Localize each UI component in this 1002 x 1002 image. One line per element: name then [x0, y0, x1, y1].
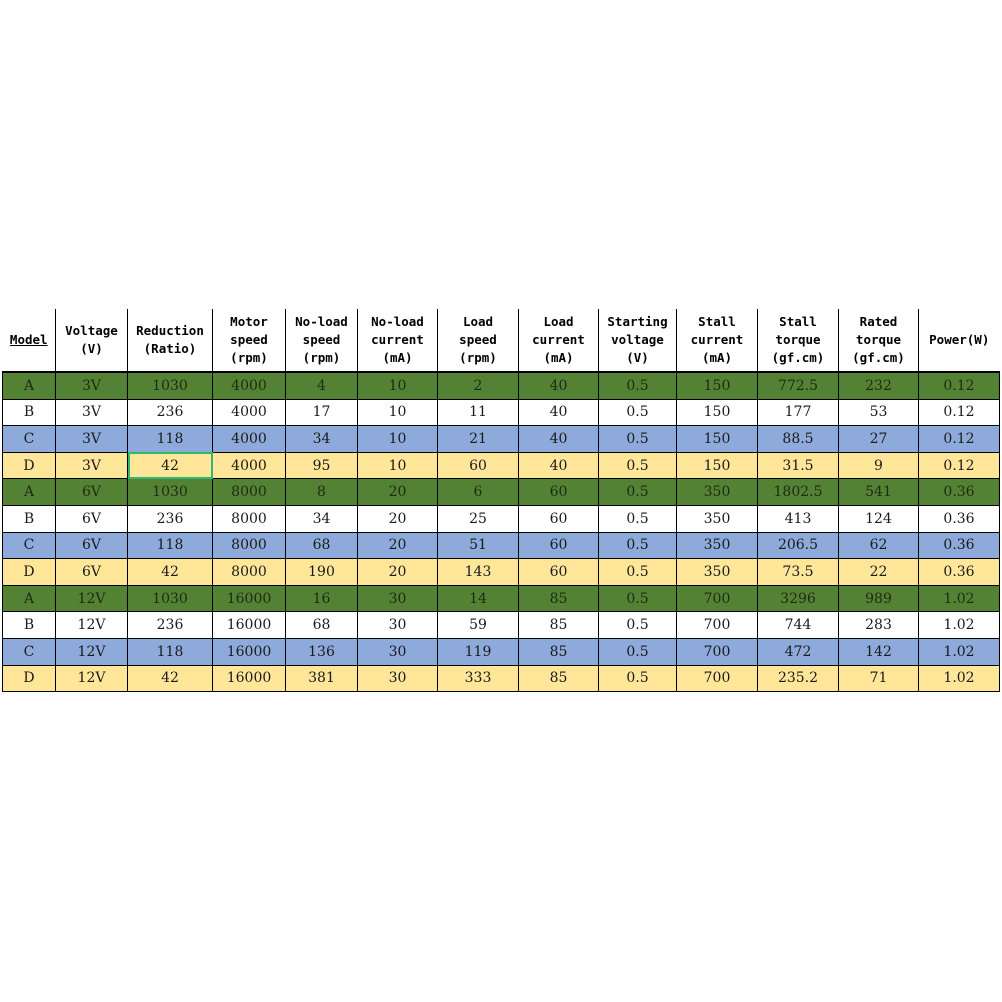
cell-power[interactable]: 0.36: [919, 559, 1000, 586]
header-load-speed[interactable]: [438, 309, 519, 372]
cell-model[interactable]: C: [3, 532, 56, 559]
cell-power[interactable]: 0.12: [919, 452, 1000, 479]
cell-reduction[interactable]: 236: [128, 399, 213, 426]
header-voltage[interactable]: [56, 309, 128, 372]
cell-motor-speed[interactable]: 16000: [213, 612, 286, 639]
cell-voltage[interactable]: 12V: [56, 585, 128, 612]
cell-model[interactable]: D: [3, 665, 56, 692]
header-line: (gf.cm): [852, 350, 905, 365]
table-row: [3, 452, 1000, 479]
cell-rated-torque[interactable]: 232: [839, 372, 919, 399]
cell-load-speed[interactable]: 59: [438, 612, 519, 639]
cell-motor-speed[interactable]: 8000: [213, 532, 286, 559]
cell-reduction[interactable]: 236: [128, 612, 213, 639]
cell-no-load-speed[interactable]: 381: [286, 665, 358, 692]
header-line: (mA): [543, 350, 574, 365]
cell-load-current[interactable]: 40: [519, 452, 599, 479]
table-row: [3, 532, 1000, 559]
cell-power[interactable]: 0.36: [919, 532, 1000, 559]
cell-no-load-current[interactable]: 20: [358, 505, 438, 532]
cell-power[interactable]: 1.02: [919, 612, 1000, 639]
header-power[interactable]: [919, 309, 1000, 372]
cell-stall-torque[interactable]: 73.5: [758, 559, 839, 586]
header-rated-torque[interactable]: [839, 309, 919, 372]
header-line: Load: [543, 314, 574, 329]
cell-rated-torque[interactable]: 53: [839, 399, 919, 426]
cell-reduction[interactable]: 118: [128, 532, 213, 559]
cell-reduction[interactable]: 1030: [128, 585, 213, 612]
cell-model[interactable]: B: [3, 505, 56, 532]
cell-load-speed[interactable]: 333: [438, 665, 519, 692]
header-starting-voltage[interactable]: [599, 309, 677, 372]
table-header: [3, 309, 1000, 372]
header-stall-torque[interactable]: [758, 309, 839, 372]
cell-stall-current[interactable]: 150: [677, 452, 758, 479]
cell-load-current[interactable]: 40: [519, 399, 599, 426]
cell-motor-speed[interactable]: 8000: [213, 479, 286, 506]
cell-no-load-current[interactable]: 20: [358, 559, 438, 586]
cell-stall-torque[interactable]: 31.5: [758, 452, 839, 479]
cell-rated-torque[interactable]: 989: [839, 585, 919, 612]
cell-stall-current[interactable]: 350: [677, 479, 758, 506]
cell-no-load-current[interactable]: 10: [358, 399, 438, 426]
cell-starting-voltage[interactable]: 0.5: [599, 532, 677, 559]
cell-rated-torque[interactable]: 124: [839, 505, 919, 532]
cell-load-speed[interactable]: 119: [438, 638, 519, 665]
cell-reduction[interactable]: 42: [128, 452, 213, 479]
cell-stall-current[interactable]: 350: [677, 532, 758, 559]
header-motor-speed[interactable]: [213, 309, 286, 372]
cell-rated-torque[interactable]: 62: [839, 532, 919, 559]
cell-voltage[interactable]: 12V: [56, 612, 128, 639]
cell-stall-torque[interactable]: 1802.5: [758, 479, 839, 506]
cell-rated-torque[interactable]: 541: [839, 479, 919, 506]
cell-load-current[interactable]: 85: [519, 638, 599, 665]
cell-stall-current[interactable]: 700: [677, 585, 758, 612]
cell-load-speed[interactable]: 51: [438, 532, 519, 559]
cell-starting-voltage[interactable]: 0.5: [599, 612, 677, 639]
cell-voltage[interactable]: 3V: [56, 426, 128, 453]
header-line: Stall: [779, 314, 817, 329]
cell-motor-speed[interactable]: 4000: [213, 426, 286, 453]
cell-motor-speed[interactable]: 16000: [213, 585, 286, 612]
header-line: current: [371, 332, 424, 347]
cell-starting-voltage[interactable]: 0.5: [599, 665, 677, 692]
cell-load-speed[interactable]: 6: [438, 479, 519, 506]
header-line: (gf.cm): [771, 350, 825, 365]
cell-stall-current[interactable]: 150: [677, 399, 758, 426]
cell-voltage[interactable]: 12V: [56, 665, 128, 692]
cell-motor-speed[interactable]: 4000: [213, 452, 286, 479]
cell-model[interactable]: C: [3, 426, 56, 453]
cell-stall-torque[interactable]: 206.5: [758, 532, 839, 559]
table-row: [3, 426, 1000, 453]
cell-no-load-current[interactable]: 30: [358, 665, 438, 692]
cell-load-speed[interactable]: 143: [438, 559, 519, 586]
cell-model[interactable]: A: [3, 372, 56, 399]
cell-load-current[interactable]: 60: [519, 532, 599, 559]
cell-rated-torque[interactable]: 283: [839, 612, 919, 639]
cell-load-speed[interactable]: 2: [438, 372, 519, 399]
cell-reduction[interactable]: 1030: [128, 479, 213, 506]
cell-starting-voltage[interactable]: 0.5: [599, 426, 677, 453]
cell-no-load-current[interactable]: 10: [358, 452, 438, 479]
header-line: Load: [462, 314, 494, 329]
cell-stall-current[interactable]: 700: [677, 665, 758, 692]
header-line: (V): [626, 350, 649, 365]
table-body: [3, 372, 1000, 692]
cell-no-load-current[interactable]: 30: [358, 638, 438, 665]
cell-rated-torque[interactable]: 142: [839, 638, 919, 665]
cell-rated-torque[interactable]: 9: [839, 452, 919, 479]
cell-load-speed[interactable]: 11: [438, 399, 519, 426]
cell-load-current[interactable]: 60: [519, 479, 599, 506]
cell-power[interactable]: 1.02: [919, 638, 1000, 665]
header-line: speed: [230, 332, 268, 347]
cell-reduction[interactable]: 42: [128, 559, 213, 586]
cell-model[interactable]: B: [3, 399, 56, 426]
cell-starting-voltage[interactable]: 0.5: [599, 479, 677, 506]
cell-stall-current[interactable]: 350: [677, 505, 758, 532]
cell-stall-torque[interactable]: 3296: [758, 585, 839, 612]
cell-stall-torque[interactable]: 472: [758, 638, 839, 665]
cell-power[interactable]: 0.36: [919, 479, 1000, 506]
table-row: [3, 638, 1000, 665]
table-row: [3, 665, 1000, 692]
header-line: Motor: [230, 314, 268, 329]
cell-voltage[interactable]: 3V: [56, 399, 128, 426]
table-row: [3, 612, 1000, 639]
cell-model[interactable]: D: [3, 452, 56, 479]
cell-voltage[interactable]: 12V: [56, 638, 128, 665]
cell-motor-speed[interactable]: 16000: [213, 665, 286, 692]
header-line: (rpm): [459, 350, 497, 365]
cell-load-current[interactable]: 40: [519, 372, 599, 399]
cell-model[interactable]: B: [3, 612, 56, 639]
cell-no-load-current[interactable]: 30: [358, 612, 438, 639]
cell-voltage[interactable]: 3V: [56, 372, 128, 399]
cell-no-load-speed[interactable]: 68: [286, 612, 358, 639]
cell-rated-torque[interactable]: 71: [839, 665, 919, 692]
cell-load-current[interactable]: 60: [519, 505, 599, 532]
cell-model[interactable]: C: [3, 638, 56, 665]
cell-no-load-speed[interactable]: 8: [286, 479, 358, 506]
cell-stall-current[interactable]: 150: [677, 372, 758, 399]
cell-no-load-speed[interactable]: 190: [286, 559, 358, 586]
cell-reduction[interactable]: 118: [128, 638, 213, 665]
cell-power[interactable]: 0.12: [919, 372, 1000, 399]
header-line: speed: [459, 332, 497, 347]
cell-motor-speed[interactable]: 4000: [213, 372, 286, 399]
cell-power[interactable]: 0.12: [919, 399, 1000, 426]
table-row: [3, 479, 1000, 506]
header-load-current[interactable]: [519, 309, 599, 372]
cell-voltage[interactable]: 6V: [56, 479, 128, 506]
cell-no-load-speed[interactable]: 68: [286, 532, 358, 559]
header-row: [3, 309, 1000, 372]
cell-voltage[interactable]: 6V: [56, 505, 128, 532]
cell-load-speed[interactable]: 21: [438, 426, 519, 453]
cell-power[interactable]: 1.02: [919, 585, 1000, 612]
table-row: [3, 399, 1000, 426]
cell-voltage[interactable]: 6V: [56, 532, 128, 559]
cell-power[interactable]: 0.36: [919, 505, 1000, 532]
header-stall-current[interactable]: [677, 309, 758, 372]
header-line: (V): [80, 341, 103, 356]
cell-load-current[interactable]: 85: [519, 585, 599, 612]
cell-load-current[interactable]: 60: [519, 559, 599, 586]
cell-voltage[interactable]: 6V: [56, 559, 128, 586]
cell-model[interactable]: D: [3, 559, 56, 586]
header-line: current: [532, 332, 585, 347]
cell-stall-current[interactable]: 150: [677, 426, 758, 453]
cell-reduction[interactable]: 236: [128, 505, 213, 532]
header-no-load-speed[interactable]: [286, 309, 358, 372]
table-row: [3, 585, 1000, 612]
cell-stall-current[interactable]: 700: [677, 638, 758, 665]
header-line: Reduction: [136, 323, 204, 338]
cell-stall-torque[interactable]: 772.5: [758, 372, 839, 399]
cell-starting-voltage[interactable]: 0.5: [599, 559, 677, 586]
header-line: (Ratio): [143, 341, 197, 356]
cell-no-load-speed[interactable]: 4: [286, 372, 358, 399]
header-line: speed: [302, 332, 341, 347]
cell-stall-torque[interactable]: 413: [758, 505, 839, 532]
cell-no-load-speed[interactable]: 136: [286, 638, 358, 665]
header-line: (mA): [382, 350, 413, 365]
cell-motor-speed[interactable]: 16000: [213, 638, 286, 665]
cell-stall-torque[interactable]: 744: [758, 612, 839, 639]
cell-load-speed[interactable]: 60: [438, 452, 519, 479]
cell-starting-voltage[interactable]: 0.5: [599, 638, 677, 665]
table-row: [3, 559, 1000, 586]
header-line: voltage: [611, 332, 664, 347]
motor-spec-table: [2, 309, 1000, 692]
cell-model[interactable]: A: [3, 479, 56, 506]
cell-motor-speed[interactable]: 8000: [213, 505, 286, 532]
cell-no-load-speed[interactable]: 17: [286, 399, 358, 426]
cell-power[interactable]: 0.12: [919, 426, 1000, 453]
cell-no-load-current[interactable]: 20: [358, 532, 438, 559]
cell-reduction[interactable]: 42: [128, 665, 213, 692]
cell-stall-current[interactable]: 700: [677, 612, 758, 639]
cell-rated-torque[interactable]: 27: [839, 426, 919, 453]
header-no-load-current[interactable]: [358, 309, 438, 372]
cell-load-current[interactable]: 85: [519, 665, 599, 692]
header-model[interactable]: [3, 309, 56, 372]
cell-stall-torque[interactable]: 88.5: [758, 426, 839, 453]
header-line: Starting: [607, 314, 668, 329]
cell-no-load-current[interactable]: 30: [358, 585, 438, 612]
header-line: (rpm): [230, 350, 268, 365]
cell-power[interactable]: 1.02: [919, 665, 1000, 692]
cell-no-load-current[interactable]: 20: [358, 479, 438, 506]
cell-motor-speed[interactable]: 8000: [213, 559, 286, 586]
cell-model[interactable]: A: [3, 585, 56, 612]
header-line: No-load: [371, 314, 424, 329]
cell-no-load-speed[interactable]: 95: [286, 452, 358, 479]
cell-starting-voltage[interactable]: 0.5: [599, 399, 677, 426]
cell-no-load-current[interactable]: 10: [358, 372, 438, 399]
cell-rated-torque[interactable]: 22: [839, 559, 919, 586]
cell-no-load-speed[interactable]: 34: [286, 426, 358, 453]
cell-no-load-speed[interactable]: 16: [286, 585, 358, 612]
cell-starting-voltage[interactable]: 0.5: [599, 585, 677, 612]
cell-load-current[interactable]: 40: [519, 426, 599, 453]
header-reduction[interactable]: [128, 309, 213, 372]
header-line: No-load: [295, 314, 348, 329]
cell-stall-current[interactable]: 350: [677, 559, 758, 586]
cell-reduction[interactable]: 1030: [128, 372, 213, 399]
cell-starting-voltage[interactable]: 0.5: [599, 452, 677, 479]
cell-voltage[interactable]: 3V: [56, 452, 128, 479]
cell-motor-speed[interactable]: 4000: [213, 399, 286, 426]
header-line: Model: [9, 332, 48, 347]
header-line: current: [690, 332, 744, 347]
table-row: [3, 372, 1000, 399]
cell-starting-voltage[interactable]: 0.5: [599, 372, 677, 399]
cell-stall-torque[interactable]: 235.2: [758, 665, 839, 692]
header-line: (rpm): [302, 350, 341, 365]
cell-starting-voltage[interactable]: 0.5: [599, 505, 677, 532]
cell-reduction[interactable]: 118: [128, 426, 213, 453]
header-line: Voltage: [65, 323, 118, 338]
cell-stall-torque[interactable]: 177: [758, 399, 839, 426]
cell-load-speed[interactable]: 25: [438, 505, 519, 532]
header-line: torque: [775, 332, 821, 347]
cell-no-load-speed[interactable]: 34: [286, 505, 358, 532]
cell-no-load-current[interactable]: 10: [358, 426, 438, 453]
header-line: torque: [855, 332, 902, 347]
header-line: (mA): [701, 350, 733, 365]
cell-load-current[interactable]: 85: [519, 612, 599, 639]
header-line: Stall: [698, 314, 736, 329]
header-line: Power(W): [929, 332, 990, 347]
table-row: [3, 505, 1000, 532]
header-line: Rated: [859, 314, 898, 329]
cell-load-speed[interactable]: 14: [438, 585, 519, 612]
